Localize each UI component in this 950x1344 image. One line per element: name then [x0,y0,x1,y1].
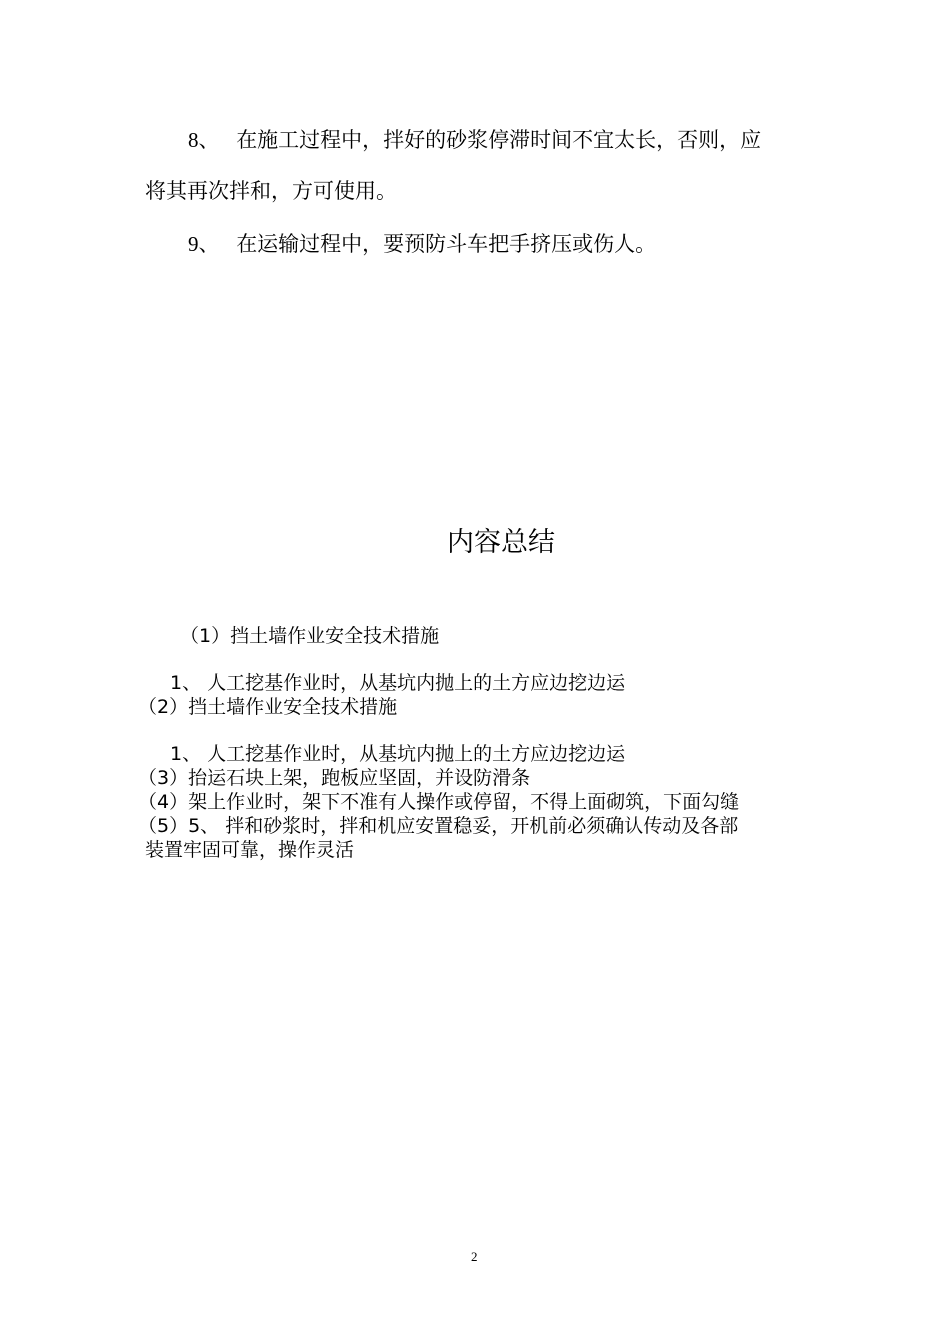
item-8 [188,124,761,154]
item-9-text: 在运输过程中，要预防斗车把手挤压或伤人。 [236,232,657,256]
item-9-number: 9、 [188,232,220,256]
summary-title: 内容总结 [447,527,555,558]
summary-line-3: （2）挡土墙作业安全技术措施 [138,696,398,718]
summary-line-7: （5）5、 拌和砂浆时，拌和机应安置稳妥，开机前必须确认传动及各部 [138,815,739,837]
summary-line-1: （1）挡土墙作业安全技术措施 [180,625,440,647]
summary-line-4: 1、 人工挖基作业时，从基坑内抛上的土方应边挖边运 [170,743,626,765]
summary-line-2: 1、 人工挖基作业时，从基坑内抛上的土方应边挖边运 [170,672,626,694]
item-8-text: 在施工过程中，拌好的砂浆停滞时间不宜太长，否则，应 [236,128,762,152]
summary-line-6: （4）架上作业时，架下不准有人操作或停留，不得上面砌筑，下面勾缝 [138,791,740,813]
item-9 [188,228,656,258]
item-8-number: 8、 [188,128,220,152]
summary-line-5: （3）抬运石块上架，跑板应坚固，并设防滑条 [138,767,531,789]
page-number: 2 [471,1249,478,1264]
summary-line-8: 装置牢固可靠，操作灵活 [145,839,355,861]
item-8-continuation: 将其再次拌和，方可使用。 [145,179,397,203]
